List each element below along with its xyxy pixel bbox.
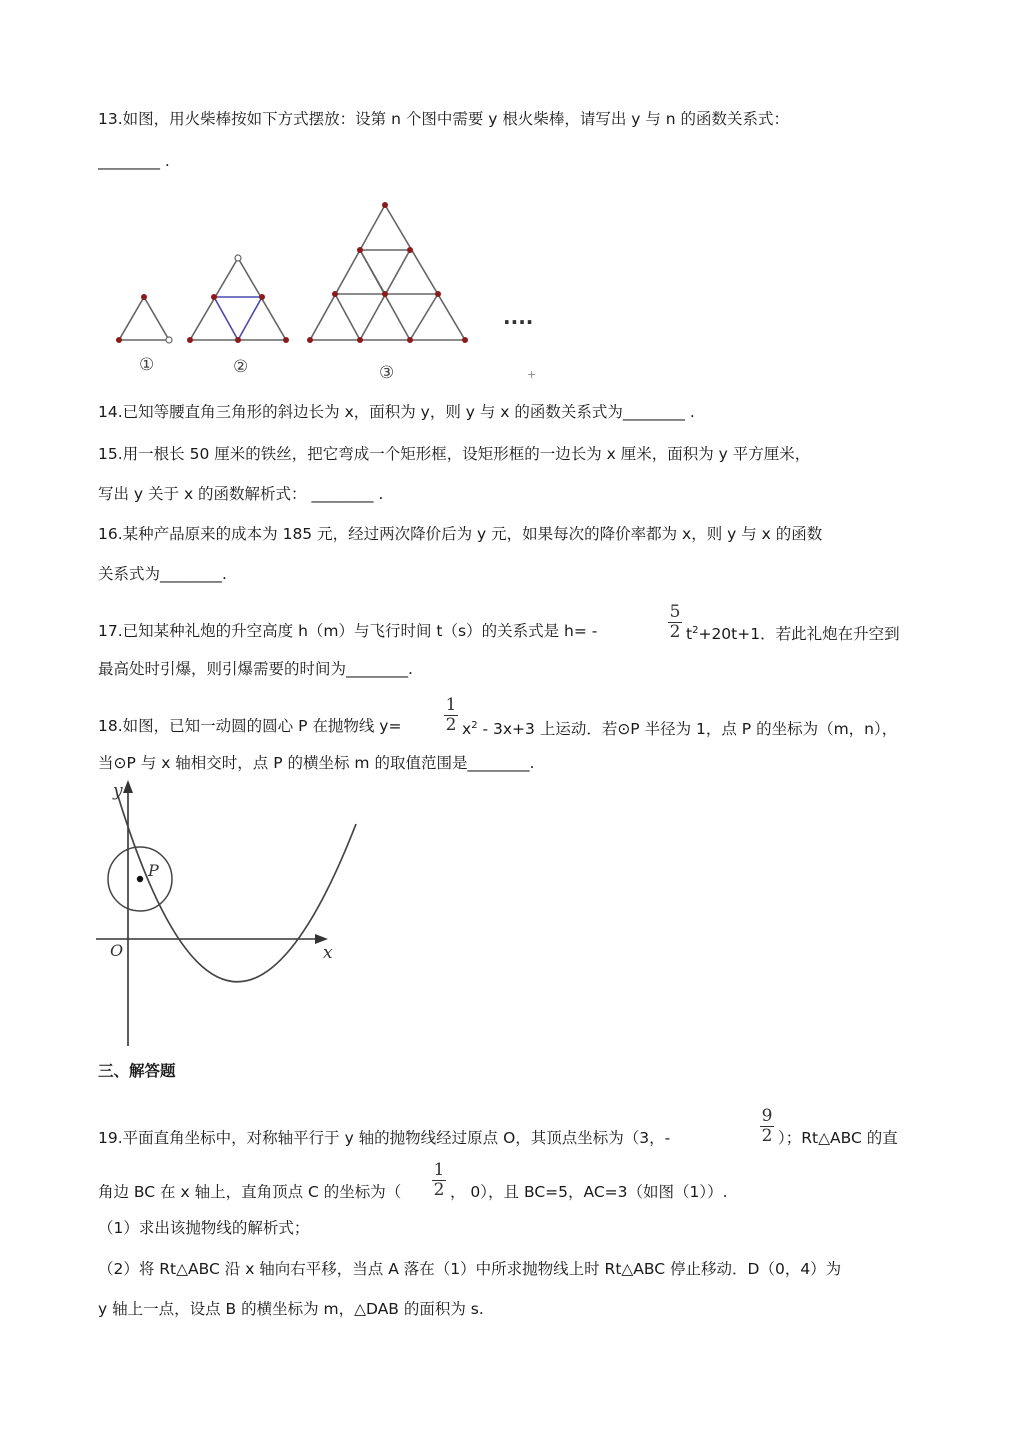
q18-fraction bbox=[444, 697, 458, 734]
continuation-dots: ···· bbox=[503, 310, 534, 334]
y-axis-label: y bbox=[113, 781, 123, 801]
plus-mark: + bbox=[527, 368, 537, 381]
q16-line1: 16.某种产品原来的成本为 185 元，经过两次降价后为 y 元，如果每次的降价率都为 x，则 y 与 x 的函数 bbox=[98, 525, 823, 543]
q17-frac-numerator: 5 bbox=[669, 602, 681, 622]
q17-exponent: 2 bbox=[692, 625, 699, 636]
section-heading: 三、解答题 bbox=[98, 1062, 176, 1080]
point-p-label: P bbox=[148, 861, 159, 880]
q19-line2-a: 角边 BC 在 x 轴上，直角顶点 C 的坐标为（ bbox=[98, 1183, 402, 1201]
q19-part2-line2: y 轴上一点，设点 B 的横坐标为 m，△DAB 的面积为 s. bbox=[98, 1300, 484, 1318]
q17-frac-denominator: 2 bbox=[669, 622, 681, 642]
q14-line1: 14.已知等腰直角三角形的斜边长为 x，面积为 y，则 y 与 x 的函数关系式为________ . bbox=[98, 403, 695, 421]
q18-line2: 当⊙P 与 x 轴相交时，点 P 的横坐标 m 的取值范围是________. bbox=[98, 754, 535, 772]
q17-line1-rest: +20t+1．若此礼炮在升空到 bbox=[698, 625, 900, 643]
q17-fraction bbox=[668, 604, 682, 641]
q19-part2-line1: （2）将 Rt△ABC 沿 x 轴向右平移，当点 A 落在（1）中所求抛物线上时 Rt△ABC 停止移动．D（0，4）为 bbox=[98, 1260, 842, 1278]
q19-frac2-numerator: 1 bbox=[433, 1160, 445, 1180]
q19-fraction-2 bbox=[432, 1162, 446, 1199]
q17-line2: 最高处时引爆，则引爆需要的时间为________. bbox=[98, 660, 413, 678]
q19-frac1-numerator: 9 bbox=[761, 1106, 773, 1126]
origin-label: O bbox=[110, 941, 124, 960]
q18-line1-a: 18.如图，已知一动圆的圆心 P 在抛物线 y= bbox=[98, 717, 402, 735]
q19-line1-a: 19.平面直角坐标中，对称轴平行于 y 轴的抛物线经过原点 O，其顶点坐标为（3，- bbox=[98, 1129, 671, 1147]
figure-label-3: ③ bbox=[379, 363, 395, 383]
q13-blank: ________ . bbox=[98, 152, 170, 170]
q17-line1-a: 17.已知某种礼炮的升空高度 h（m）与飞行时间 t（s）的关系式是 h= - bbox=[98, 622, 598, 640]
q19-line1-b: ）；Rt△ABC 的直 bbox=[778, 1129, 898, 1147]
q18-var-x: x bbox=[462, 720, 472, 738]
q17-var-t: t bbox=[686, 625, 693, 643]
q16-line2: 关系式为________. bbox=[98, 565, 227, 583]
q15-line1: 15.用一根长 50 厘米的铁丝，把它弯成一个矩形框，设矩形框的一边长为 x 厘米，面积为 y 平方厘米， bbox=[98, 445, 811, 463]
q18-exponent: 2 bbox=[471, 720, 478, 731]
q15-line2: 写出 y 关于 x 的函数解析式： ________ . bbox=[98, 485, 384, 503]
q18-line1-rest: - 3x+3 上运动．若⊙P 半径为 1，点 P 的坐标为（m，n）， bbox=[477, 720, 898, 738]
figure-label-2: ② bbox=[233, 357, 249, 377]
q18-frac-denominator: 2 bbox=[445, 715, 457, 735]
figure-label-1: ① bbox=[139, 355, 155, 375]
q19-fraction-1 bbox=[760, 1108, 774, 1145]
q18-line1-b bbox=[462, 715, 897, 740]
q17-line1-b bbox=[686, 620, 900, 645]
q19-part1: （1）求出该抛物线的解析式； bbox=[98, 1219, 310, 1237]
q18-frac-numerator: 1 bbox=[445, 695, 457, 715]
parabola-circle-graph bbox=[96, 778, 356, 1048]
q19-frac2-denominator: 2 bbox=[433, 1180, 445, 1200]
matchstick-figures bbox=[100, 196, 540, 386]
q19-line2-b: ， 0），且 BC=5，AC=3（如图（1））. bbox=[450, 1183, 728, 1201]
q13-line1: 13.如图，用火柴棒按如下方式摆放：设第 n 个图中需要 y 根火柴棒，请写出 y 与 n 的函数关系式： bbox=[98, 110, 790, 128]
q19-frac1-denominator: 2 bbox=[761, 1126, 773, 1146]
x-axis-label: x bbox=[323, 943, 333, 963]
